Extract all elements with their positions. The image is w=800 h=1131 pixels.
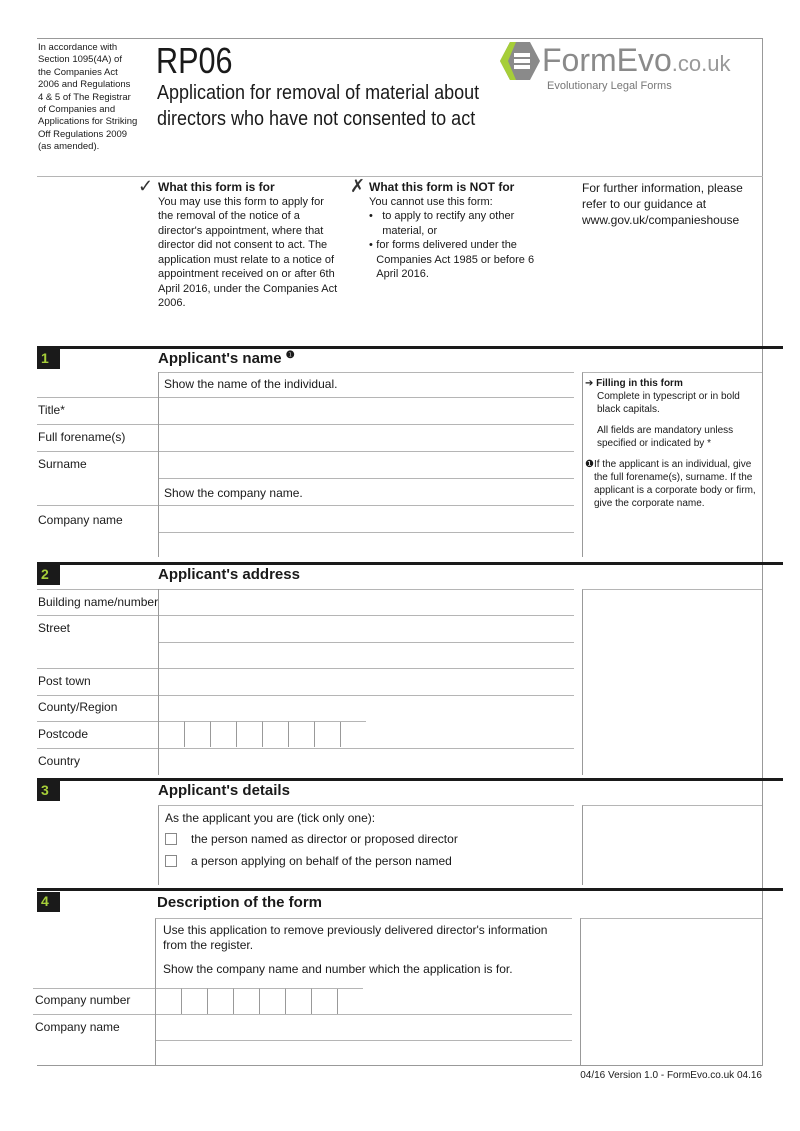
row-line	[340, 721, 364, 722]
description-box	[155, 918, 572, 988]
for-title: What this form is for	[158, 180, 275, 194]
row-line	[37, 721, 158, 722]
details-box	[158, 805, 574, 885]
guidance-panel	[582, 372, 762, 557]
surname-field[interactable]	[159, 452, 574, 478]
section-number: 1	[37, 349, 60, 369]
details-prompt: As the applicant you are (tick only one):	[165, 811, 376, 825]
section-title: Applicant's address	[158, 566, 300, 583]
description-instruction: Show the company name and number which the application is for.	[163, 962, 513, 976]
not-item: • for forms delivered under the Companies Act 1985 or before 6 April 2016.	[369, 238, 539, 282]
frame-right	[762, 38, 763, 1066]
street-label: Street	[38, 621, 71, 635]
company-number-box[interactable]	[285, 988, 311, 1014]
option-behalf[interactable]	[165, 850, 574, 872]
info-icon: ❶	[285, 350, 295, 361]
legal-line: In accordance with	[38, 42, 118, 53]
legal-line: the Companies Act	[38, 66, 118, 78]
company-number-label: Company number	[35, 993, 131, 1007]
field-border	[158, 589, 159, 775]
street-field[interactable]	[159, 616, 574, 642]
company-name-label: Company name	[35, 1020, 120, 1034]
filling-title-text: Filling in this form	[596, 378, 683, 389]
company-number-box[interactable]	[181, 988, 207, 1014]
not-item-text: for forms delivered under the Companies Act 1985 or before 6 April 2016.	[376, 239, 535, 280]
for-text: You may use this form to apply for the removal of the notice of a director's appointment, where that director did not consent to act. The application must relate to a notice of appointment received on or after 6th April 2016, under the Companies Act 2006.	[158, 195, 338, 309]
filling-title	[585, 377, 758, 390]
street-field-2[interactable]	[159, 643, 574, 668]
legal-line: 2006 and Regulations	[38, 79, 131, 91]
option-director[interactable]	[165, 828, 574, 850]
postcode-box[interactable]	[262, 721, 288, 747]
legal-line: Section 1095(4A) of	[38, 54, 122, 66]
frame-bottom	[37, 1065, 763, 1066]
company-number-box[interactable]	[207, 988, 233, 1014]
frame-top	[37, 38, 763, 39]
checkbox[interactable]	[165, 833, 177, 845]
legal-line: (as amended).	[38, 141, 100, 153]
company-name-field[interactable]	[156, 1015, 572, 1040]
country-field[interactable]	[159, 749, 574, 775]
title-label: Title*	[38, 403, 65, 417]
row-line	[158, 478, 574, 479]
legal-line: 4 & 5 of The Registrar	[38, 91, 131, 103]
not-item-text: to apply to rectify any other material, or	[382, 210, 515, 237]
company-number-box[interactable]	[337, 988, 363, 1014]
legal-line: of Companies and	[38, 104, 116, 116]
company-number-box[interactable]	[311, 988, 337, 1014]
filling-text: Complete in typescript or in bold black capitals.	[597, 391, 740, 415]
side-panel	[582, 805, 762, 885]
postcode-box[interactable]	[184, 721, 210, 747]
cross-icon: ✗	[350, 176, 366, 196]
section-rule	[37, 888, 783, 891]
company-name-label: Company name	[38, 513, 123, 527]
checkbox[interactable]	[165, 855, 177, 867]
legal-line: Applications for Striking	[38, 116, 138, 128]
what-form-is-not-for	[369, 180, 539, 282]
logo-text: FormEvo	[542, 42, 672, 78]
note	[585, 458, 758, 510]
postcode-box[interactable]	[340, 721, 366, 747]
building-label: Building name/number	[38, 595, 159, 609]
section-rule	[37, 346, 783, 349]
company-number-box[interactable]	[233, 988, 259, 1014]
option-label: the person named as director or proposed director	[191, 832, 458, 846]
section-number: 3	[37, 781, 60, 801]
not-item: • to apply to rectify any other material, or	[369, 209, 539, 238]
surname-label: Surname	[38, 457, 87, 471]
section-rule	[37, 778, 783, 781]
logo-suffix: .co.uk	[671, 51, 731, 76]
postcode-box[interactable]	[158, 721, 184, 747]
arrow-icon: ➔	[585, 378, 594, 389]
side-panel	[580, 918, 762, 1065]
field-border	[155, 988, 156, 1065]
check-icon: ✓	[138, 176, 154, 196]
section-number: 4	[37, 892, 60, 912]
logo-mark-icon	[500, 42, 540, 80]
section-title	[158, 350, 295, 367]
field-border	[158, 372, 159, 557]
title-line: Application for removal of material about	[157, 82, 480, 104]
company-name-field[interactable]	[159, 506, 574, 532]
section-number: 2	[37, 565, 60, 585]
hint-individual: Show the name of the individual.	[164, 377, 338, 391]
postcode-box[interactable]	[236, 721, 262, 747]
postcode-box[interactable]	[288, 721, 314, 747]
mandatory-text: All fields are mandatory unless specified or indicated by *	[597, 425, 734, 449]
company-name-field-2[interactable]	[156, 1041, 572, 1065]
section-title-text: Applicant's name	[158, 350, 282, 367]
what-form-is-for	[158, 180, 338, 311]
further-info: For further information, please refer to our guidance at www.gov.uk/companieshouse	[582, 181, 743, 227]
company-number-box[interactable]	[259, 988, 285, 1014]
row-line	[337, 988, 362, 989]
hint-company: Show the company name.	[164, 486, 303, 500]
footer-version: 04/16 Version 1.0 - FormEvo.co.uk 04.16	[580, 1070, 762, 1081]
forename-label: Full forename(s)	[38, 430, 126, 444]
section-title: Applicant's details	[158, 782, 290, 799]
company-number-box[interactable]	[155, 988, 181, 1014]
option-label: a person applying on behalf of the person named	[191, 854, 452, 868]
note-text: If the applicant is an individual, give the full forename(s), surname. If the applicant is a corporate body or firm, give the corporate name.	[593, 459, 756, 509]
title-line: directors who have not consented to act	[157, 108, 476, 130]
section-title: Description of the form	[157, 894, 323, 911]
forename-field[interactable]	[159, 425, 574, 451]
side-panel	[582, 589, 762, 775]
country-label: Country	[38, 754, 81, 768]
post-town-label: Post town	[38, 674, 91, 688]
legal-line: Off Regulations 2009	[38, 128, 128, 140]
row-line	[158, 372, 574, 373]
legal-basis	[38, 42, 148, 154]
company-name-field-2[interactable]	[159, 533, 574, 557]
form-code: RP06	[156, 40, 233, 81]
section-rule	[37, 562, 783, 565]
not-intro: You cannot use this form:	[369, 195, 493, 208]
row-line	[33, 988, 155, 989]
title-field[interactable]	[159, 398, 574, 424]
info-icon: ❶	[585, 459, 594, 470]
building-field[interactable]	[159, 590, 574, 615]
postcode-box[interactable]	[210, 721, 236, 747]
logo-tagline: Evolutionary Legal Forms	[547, 80, 672, 92]
county-field[interactable]	[159, 696, 574, 721]
county-label: County/Region	[38, 700, 118, 714]
post-town-field[interactable]	[159, 669, 574, 695]
postcode-box[interactable]	[314, 721, 340, 747]
postcode-label: Postcode	[38, 727, 89, 741]
description-text: Use this application to remove previously delivered director's information from the register.	[163, 923, 548, 952]
not-title: What this form is NOT for	[369, 180, 515, 194]
form-title	[157, 80, 479, 132]
